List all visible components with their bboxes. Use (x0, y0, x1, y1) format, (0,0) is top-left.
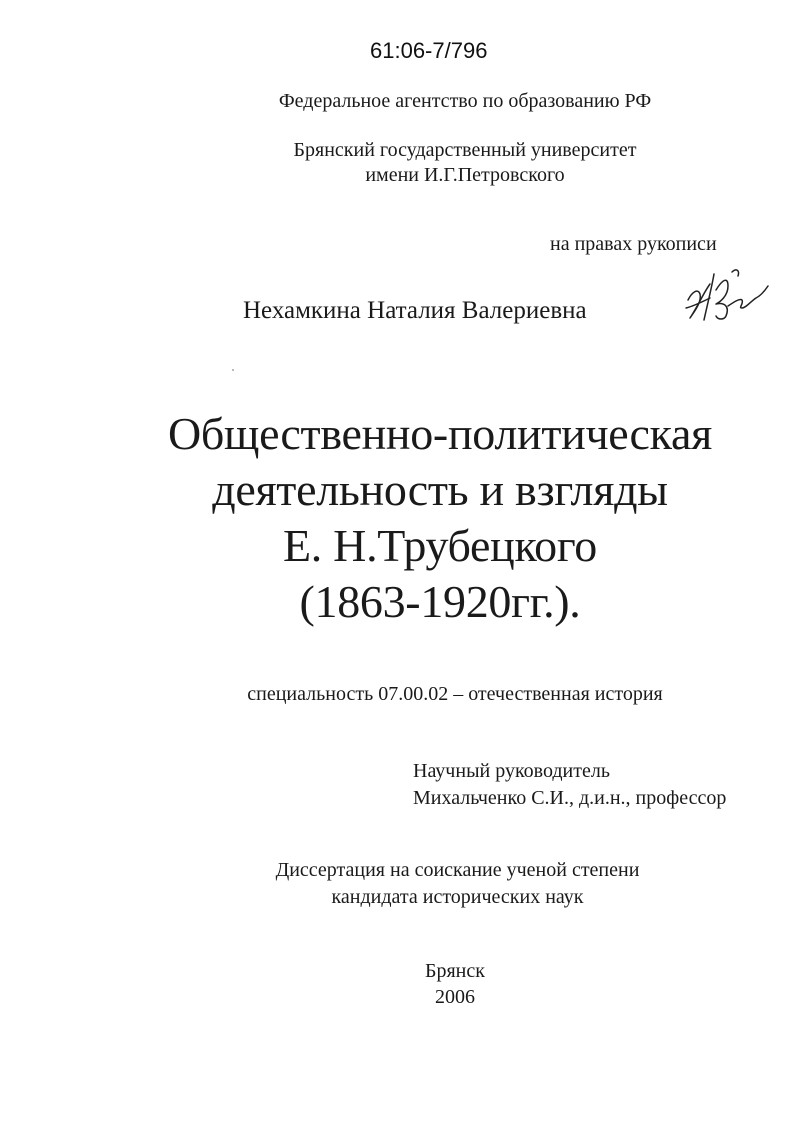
advisor-label: Научный руководитель (413, 760, 610, 782)
manuscript-note: на правах рукописи (550, 233, 717, 255)
university-name: Брянский государственный университет (293, 139, 637, 161)
title-line: деятельность и взгляды (212, 464, 668, 515)
title-line: Е. Н.Трубецкого (282, 520, 598, 571)
catalog-code: 61:06-7/796 (370, 38, 488, 63)
degree-line: Диссертация на соискание ученой степени (275, 859, 640, 881)
title-line: Общественно-политическая (168, 408, 712, 459)
signature-icon (680, 262, 775, 328)
place-and-year (0, 958, 797, 1010)
title-line: (1863-1920гг.). (299, 576, 581, 627)
city: Брянск (425, 960, 485, 982)
scan-speck (232, 369, 234, 371)
advisor-name: Михальченко С.И., д.и.н., профессор (413, 787, 727, 809)
university-block (0, 138, 797, 188)
year: 2006 (435, 986, 475, 1008)
university-named-after: имени И.Г.Петровского (365, 164, 565, 186)
dissertation-title (0, 406, 797, 630)
degree-line: кандидата исторических наук (331, 886, 584, 908)
author-name: Нехамкина Наталия Валериевна (243, 297, 587, 324)
advisor-block (413, 758, 726, 812)
specialty: специальность 07.00.02 – отечественная история (247, 683, 663, 705)
degree-statement (0, 857, 797, 911)
agency-name: Федеральное агентство по образованию РФ (278, 90, 652, 112)
